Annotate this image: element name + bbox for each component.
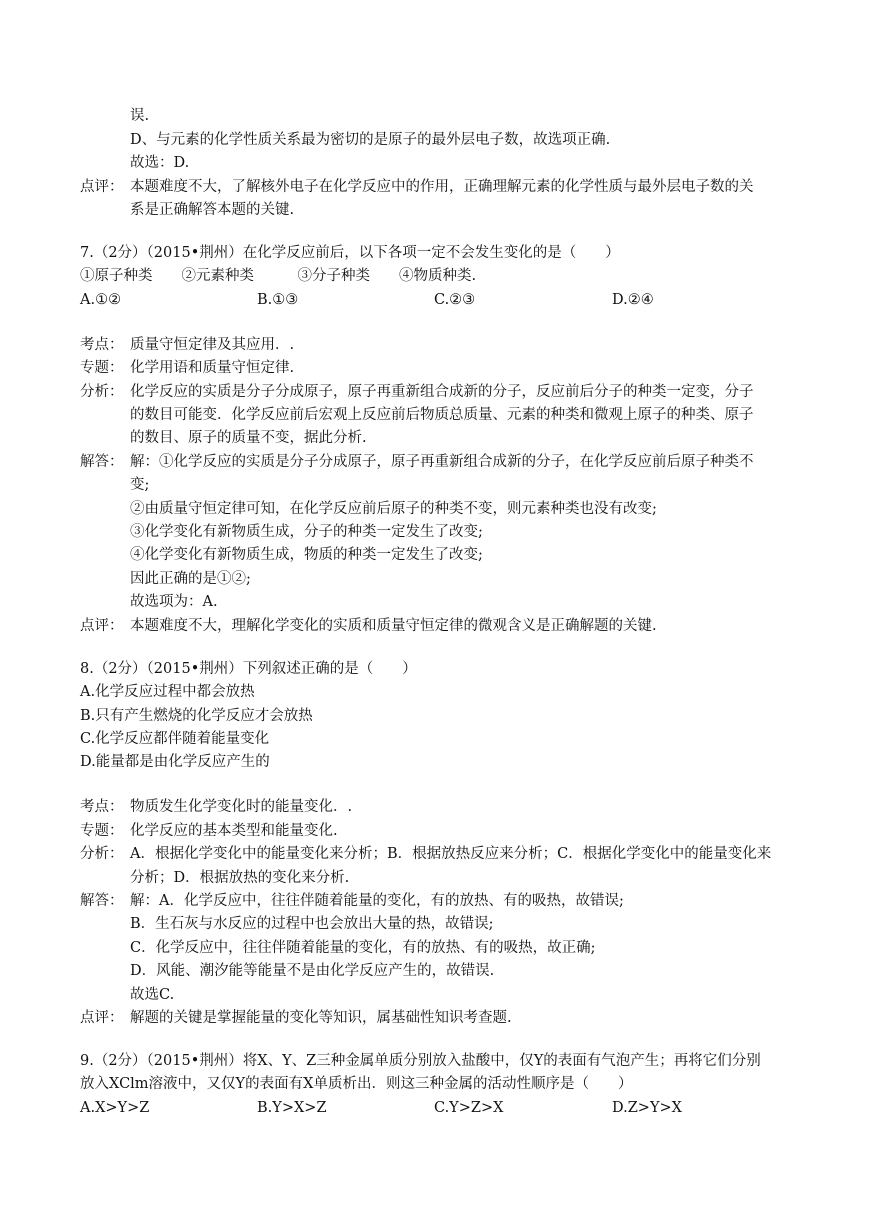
- q7-jieda-6: 因此正确的是①②;: [130, 571, 251, 587]
- q7-jieda-2: 变;: [130, 477, 150, 493]
- q7-kaodian-label: 考点：: [80, 337, 124, 353]
- q8-stem: 8.（2分）（2015•荆州）下列叙述正确的是（ ）: [80, 661, 417, 677]
- q8-dianping-label: 点评：: [80, 1010, 124, 1026]
- q8-jieda-4: D．风能、潮汐能等能量不是由化学反应产生的，故错误.: [130, 963, 495, 979]
- q8-kaodian: 物质发生化学变化时的能量变化．.: [130, 799, 353, 815]
- q7-jieda-1: 解：①化学反应的实质是分子分成原子，原子再重新组合成新的分子，在化学反应前后原子种类不: [130, 454, 754, 470]
- q8-kaodian-label: 考点：: [80, 799, 124, 815]
- q8-fenxi-1: A．根据化学变化中的能量变化来分析；B．根据放热反应来分析；C．根据化学变化中的能量变化来: [130, 846, 772, 862]
- q7-dianping-label: 点评：: [80, 618, 124, 634]
- prev-comment-1: 本题难度不大，了解核外电子在化学反应中的作用，正确理解元素的化学性质与最外层电子数的关: [130, 179, 754, 195]
- prev-line-1: D、与元素的化学性质关系最为密切的是原子的最外层电子数，故选项正确.: [130, 132, 611, 148]
- q9-option-b: B.Y>X>Z: [257, 1100, 327, 1116]
- q8-jieda-1: 解：A．化学反应中，往往伴随着能量的变化，有的放热、有的吸热，故错误;: [130, 893, 624, 909]
- q7-fenxi-label: 分析：: [80, 384, 124, 400]
- q7-option-b: B.①③: [257, 292, 299, 308]
- prev-comment-label: 点评：: [80, 179, 124, 195]
- q7-fenxi-1: 化学反应的实质是分子分成原子，原子再重新组合成新的分子，反应前后分子的种类一定变，分子: [130, 384, 754, 400]
- q7-jieda-label: 解答：: [80, 454, 124, 470]
- q7-kaodian: 质量守恒定律及其应用．.: [130, 337, 295, 353]
- q9-stem-2: 放入XClm溶液中，又仅Y的表面有X单质析出．则这三种金属的活动性顺序是（ ）: [80, 1076, 633, 1092]
- q8-option-b: B.只有产生燃烧的化学反应才会放热: [80, 708, 313, 724]
- q7-dianping: 本题难度不大，理解化学变化的实质和质量守恒定律的微观含义是正确解题的关键.: [130, 618, 657, 634]
- q7-option-c: C.②③: [434, 292, 476, 308]
- q8-zhuanti: 化学反应的基本类型和能量变化.: [130, 823, 338, 839]
- prev-line-0: 误.: [130, 108, 150, 124]
- q9-option-a: A.X>Y>Z: [80, 1100, 150, 1116]
- q8-option-d: D.能量都是由化学反应产生的: [80, 754, 270, 770]
- q7-option-d: D.②④: [612, 292, 654, 308]
- q7-jieda-4: ③化学变化有新物质生成，分子的种类一定发生了改变;: [130, 524, 483, 540]
- q7-items: ①原子种类 ②元素种类 ③分子种类 ④物质种类.: [80, 268, 477, 284]
- q9-option-c: C.Y>Z>X: [434, 1100, 504, 1116]
- q9-option-d: D.Z>Y>X: [612, 1100, 682, 1116]
- q7-jieda-3: ②由质量守恒定律可知，在化学反应前后原子的种类不变，则元素种类也没有改变;: [130, 501, 657, 517]
- q8-zhuanti-label: 专题：: [80, 823, 124, 839]
- q7-fenxi-3: 的数目、原子的质量不变，据此分析.: [130, 430, 367, 446]
- q8-jieda-5: 故选C.: [130, 987, 175, 1003]
- q8-fenxi-2: 分析；D．根据放热的变化来分析.: [130, 870, 350, 886]
- q7-zhuanti: 化学用语和质量守恒定律.: [130, 360, 295, 376]
- q8-option-c: C.化学反应都伴随着能量变化: [80, 731, 270, 747]
- q8-option-a: A.化学反应过程中都会放热: [80, 684, 255, 700]
- q8-jieda-2: B．生石灰与水反应的过程中也会放出大量的热，故错误;: [130, 916, 494, 932]
- prev-comment-2: 系是正确解答本题的关键.: [130, 202, 295, 218]
- q8-jieda-3: C．化学反应中，往往伴随着能量的变化，有的放热、有的吸热，故正确;: [130, 940, 596, 956]
- q7-jieda-5: ④化学变化有新物质生成，物质的种类一定发生了改变;: [130, 547, 483, 563]
- q8-fenxi-label: 分析：: [80, 846, 124, 862]
- prev-line-2: 故选：D.: [130, 155, 190, 171]
- q7-fenxi-2: 的数目可能变．化学反应前后宏观上反应前后物质总质量、元素的种类和微观上原子的种类、原子: [130, 407, 754, 423]
- q7-zhuanti-label: 专题：: [80, 360, 124, 376]
- q9-stem-1: 9.（2分）（2015•荆州）将X、Y、Z三种金属单质分别放入盐酸中，仅Y的表面有气泡产生；再将它们分别: [80, 1053, 761, 1069]
- q7-jieda-7: 故选项为：A.: [130, 594, 218, 610]
- q8-jieda-label: 解答：: [80, 893, 124, 909]
- q7-stem: 7.（2分）（2015•荆州）在化学反应前后，以下各项一定不会发生变化的是（ ）: [80, 245, 620, 261]
- q7-option-a: A.①②: [80, 292, 122, 308]
- q8-dianping: 解题的关键是掌握能量的变化等知识，属基础性知识考查题.: [130, 1010, 512, 1026]
